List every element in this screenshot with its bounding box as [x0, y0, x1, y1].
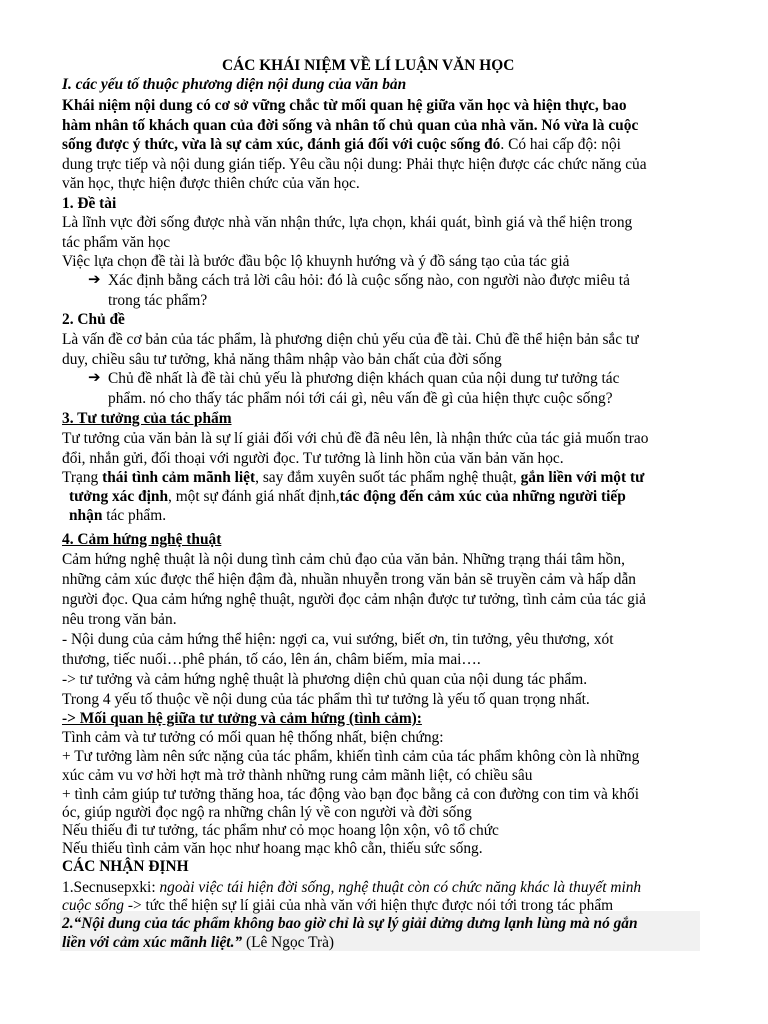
paragraph-line [62, 468, 644, 487]
paragraph-line: Nếu thiếu đi tư tưởng, tác phẩm như cỏ mọc hoang lộn xộn, vô tổ chức [62, 822, 499, 839]
paragraph-line: Là lĩnh vực đời sống được nhà văn nhận thức, lựa chọn, khái quát, bình giá và thể hiện trong [62, 214, 633, 231]
paragraph-line: tác phẩm văn học [62, 234, 171, 251]
paragraph-line: văn học, thực hiện được thiên chức của văn học. [62, 175, 360, 192]
bold-text: thái tình cảm mãnh liệt [102, 469, 256, 486]
paragraph-line: Trong 4 yếu tố thuộc về nội dung của tác phẩm thì tư tưởng là yếu tố quan trọng nhất. [62, 691, 590, 708]
paragraph-line: xúc cảm vu vơ hời hợt mà trở thành những rung cảm mãnh liệt, có chiều sâu [62, 767, 533, 784]
subsection-heading-tu-tuong: 3. Tư tưởng của tác phẩm [62, 410, 232, 427]
paragraph-line: người đọc. Qua cảm hứng nghệ thuật, người đọc cảm nhận được tư tưởng, tình cảm của tác giả [62, 591, 646, 608]
bold-italic-text: liền với cảm xúc mãnh liệt.” [62, 934, 243, 951]
paragraph-line: Tình cảm và tư tưởng có mối quan hệ thống nhất, biện chứng: [62, 729, 444, 746]
subsection-heading-cam-hung: 4. Cảm hứng nghệ thuật [62, 531, 222, 548]
quote-line: 2.“Nội dung của tác phẩm không bao giờ chỉ là sự lý giải dửng dưng lạnh lùng mà nó gắn [62, 915, 638, 932]
document-title: CÁC KHÁI NIỆM VỀ LÍ LUẬN VĂN HỌC [222, 57, 515, 74]
arrow-bullet-icon: ➔ [88, 370, 101, 386]
plain-text: 1.Secnusepxki: [62, 879, 160, 896]
plain-text: , một sự đánh giá nhất định, [168, 488, 340, 505]
quote-author: (Lê Ngọc Trà) [242, 934, 335, 951]
plain-text: , say đắm xuyên suốt tác phẩm nghệ thuật, [255, 469, 521, 486]
bold-text: tác động đến cảm xúc của những người tiếp [339, 488, 626, 505]
italic-text: cuộc sống [62, 897, 124, 914]
paragraph-line: những cảm xúc được thể hiện đậm đà, nhuần nhuyễn trong văn bản sẽ truyền cảm và hấp dẫn [62, 571, 637, 588]
paragraph-line: duy, chiều sâu tư tưởng, khả năng thâm nhập vào bản chất của đời sống [62, 351, 502, 368]
quote-line [62, 933, 334, 952]
bold-text: sống được ý thức, vừa là sự cảm xúc, đánh giá đối với cuộc sống đó [62, 136, 501, 153]
paragraph-line: óc, giúp người đọc ngộ ra những chân lý về con người và đời sống [62, 804, 472, 821]
paragraph-line: dung trực tiếp và nội dung gián tiếp. Yêu cầu nội dung: Phải thực hiện được các chức năng của [62, 156, 647, 173]
bullet-line: Xác định bằng cách trả lời câu hỏi: đó là cuộc sống nào, con người nào được miêu tả [108, 272, 630, 289]
plain-text: tác phẩm. [102, 507, 167, 524]
paragraph-line [69, 487, 626, 506]
bold-text: tưởng xác định [69, 488, 169, 505]
bold-text: nhận [69, 507, 103, 524]
paragraph-line [62, 135, 621, 154]
paragraph-line: Tư tưởng của văn bản là sự lí giải đối với chủ đề đã nêu lên, là nhận thức của tác giả muốn trao [62, 430, 649, 447]
subsection-heading-moi-quan-he: -> Mối quan hệ giữa tư tưởng và cảm hứng (tình cảm): [62, 710, 422, 727]
paragraph-line [62, 896, 613, 915]
arrow-bullet-icon: ➔ [88, 272, 101, 288]
bullet-line: Chủ đề nhất là đề tài chủ yếu là phương diện khách quan của nội dung tư tưởng tác [108, 370, 620, 387]
paragraph-line: + tình cảm giúp tư tưởng thăng hoa, tác động vào bạn đọc bằng cả con đường con tim và khối [62, 786, 639, 803]
plain-text: Trạng [62, 469, 103, 486]
paragraph-line: Cảm hứng nghệ thuật là nội dung tình cảm chủ đạo của văn bản. Những trạng thái tâm hồn, [62, 551, 625, 568]
plain-text: . Có hai cấp độ: nội [500, 136, 621, 153]
paragraph-line: đổi, nhắn gửi, đối thoại với người đọc. Tư tưởng là linh hồn của văn bản văn học. [62, 450, 564, 467]
subsection-heading-de-tai: 1. Đề tài [62, 195, 117, 212]
paragraph-line: Nếu thiếu tình cảm văn học như hoang mạc khô cằn, thiếu sức sống. [62, 840, 483, 857]
plain-text: -> tức thể hiện sự lí giải của nhà văn với hiện thực được nói tới trong tác phẩm [123, 897, 614, 914]
section-heading: I. các yếu tố thuộc phương diện nội dung của văn bản [62, 76, 407, 93]
bullet-line: trong tác phẩm? [108, 292, 208, 309]
italic-text: ngoài việc tái hiện đời sống, nghệ thuật còn có chức năng khác là thuyết minh [159, 879, 642, 896]
subsection-heading-chu-de: 2. Chủ đề [62, 311, 125, 328]
paragraph-line [69, 506, 166, 525]
subsection-heading-nhan-dinh: CÁC NHẬN ĐỊNH [62, 858, 189, 875]
paragraph-line [62, 878, 641, 897]
paragraph-line: Khái niệm nội dung có cơ sở vững chắc từ mối quan hệ giữa văn học và hiện thực, bao [62, 97, 627, 114]
paragraph-line: -> tư tưởng và cảm hứng nghệ thuật là phương diện chủ quan của nội dung tác phẩm. [62, 671, 588, 688]
paragraph-line: - Nội dung của cảm hứng thể hiện: ngợi ca, vui sướng, biết ơn, tin tưởng, yêu thương, xót [62, 631, 614, 648]
bullet-line: phẩm. nó cho thấy tác phẩm nói tới cái gì, nêu vấn đề gì của hiện thực cuộc sống? [108, 390, 613, 407]
paragraph-line: hàm nhân tố khách quan của đời sống và nhân tố chủ quan của nhà văn. Nó vừa là cuộc [62, 117, 639, 134]
paragraph-line: nêu trong văn bản. [62, 611, 177, 628]
paragraph-line: Việc lựa chọn đề tài là bước đầu bộc lộ khuynh hướng và ý đồ sáng tạo của tác giả [62, 253, 570, 270]
paragraph-line: thương, tiếc nuối…phê phán, tố cáo, lên án, châm biếm, mỉa mai…. [62, 651, 481, 668]
bold-text: gắn liền với một tư [520, 469, 645, 486]
paragraph-line: Là vấn đề cơ bản của tác phẩm, là phương diện chủ yếu của đề tài. Chủ đề thể hiện bản sắc tư [62, 331, 639, 348]
paragraph-line: + Tư tưởng làm nên sức nặng của tác phẩm, khiến tình cảm của tác phẩm không còn là những [62, 748, 640, 765]
